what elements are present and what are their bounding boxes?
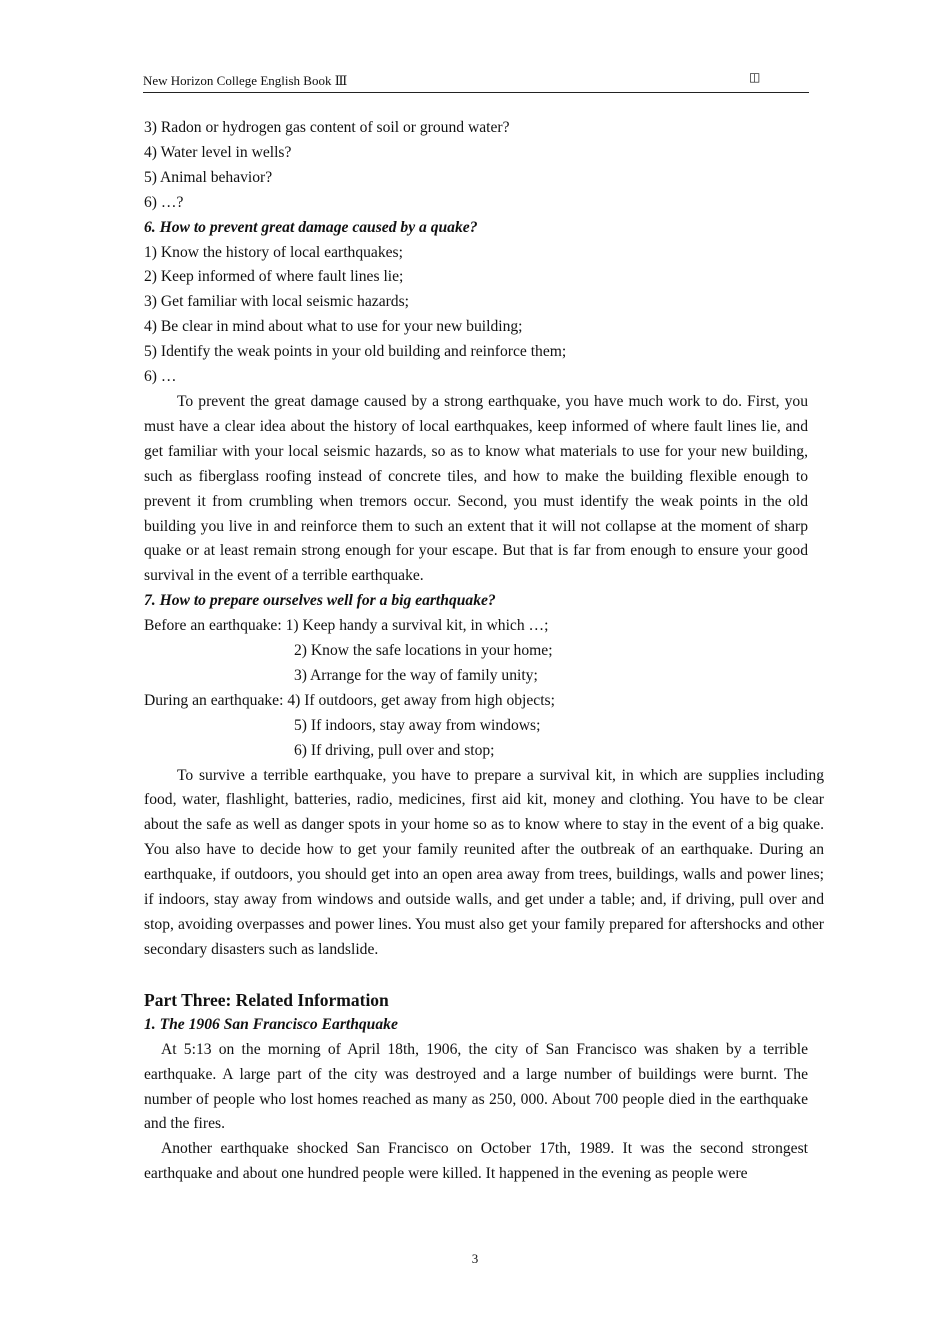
list-item: 5) If indoors, stay away from windows; (294, 716, 541, 734)
during-earthquake-line: During an earthquake: 4) If outdoors, get away from high objects; (144, 691, 555, 709)
list-item: 3) Radon or hydrogen gas content of soil or ground water? (144, 119, 510, 136)
list-item: 1) Know the history of local earthquakes; (144, 243, 403, 261)
before-earthquake-line: Before an earthquake: 1) Keep handy a survival kit, in which …; (144, 617, 549, 635)
list-item: 5) Identify the weak points in your old building and reinforce them; (144, 343, 567, 361)
paragraph-q7: To survive a terrible earthquake, you have to prepare a survival kit, in which are supplies including food, water, flashlight, batteries, radio, medicines, first aid kit, money and clothing. You have to be clear about the safe as well as danger spots in your home so as to know where to stay in the event of a big quake. You also have to decide how to get your family reunited after the outbreak of an earthquake. During an earthquake, if outdoors, you should get into an open area away from trees, buildings, walls and power lines; if indoors, stay away from windows and outside walls, and get under a table; and, if driving, pull over and stop, avoiding overpasses and power lines. You must also get your family prepared for aftershocks and other secondary disasters such as landslide. (144, 766, 824, 958)
page-number: 3 (471, 1251, 479, 1266)
section-heading-sf-1906: 1. The 1906 San Francisco Earthquake (144, 1015, 398, 1033)
header-mark-icon: ◫ (749, 70, 761, 84)
list-item: 4) Be clear in mind about what to use for your new building; (144, 318, 523, 336)
list-item: 3) Arrange for the way of family unity; (294, 666, 538, 684)
list-item: 6) …? (144, 193, 184, 211)
paragraph-sf-1989: Another earthquake shocked San Francisco on October 17th, 1989. It was the second strongest earthquake and about one hundred people were killed. It happened in the evening as people were (144, 1140, 808, 1183)
page-header (143, 70, 809, 93)
list-item: 2) Know the safe locations in your home; (294, 642, 553, 660)
section-heading-q7: 7. How to prepare ourselves well for a big earthquake? (144, 592, 496, 610)
list-item: 6) … (144, 368, 177, 386)
part-three-title: Part Three: Related Information (144, 989, 389, 1010)
paragraph-q6: To prevent the great damage caused by a strong earthquake, you have much work to do. First, you must have a clear idea about the history of local earthquakes, keep informed of where fault lines lie, and get familiar with your local seismic hazards, so as to know what materials to use for your new building, such as fiberglass roofing instead of concrete tiles, and how to make the building flexible enough to prevent it from crumbling when tremors occur. Second, you must identify the weak points in the old building you live in and reinforce them to such an extent that it will not collapse at the moment of sharp quake or at least remain strong enough for your escape. But that is far from enough to ensure your good survival in the event of a terrible earthquake. (144, 392, 808, 585)
list-item: 3) Get familiar with local seismic hazards; (144, 293, 410, 311)
page-content (144, 116, 824, 1187)
list-item: 6) If driving, pull over and stop; (294, 741, 495, 759)
list-item: 5) Animal behavior? (144, 168, 273, 186)
list-item: 2) Keep informed of where fault lines lie; (144, 268, 404, 286)
paragraph-sf-1906: At 5:13 on the morning of April 18th, 1906, the city of San Francisco was shaken by a terrible earthquake. A large part of the city was destroyed and a large number of buildings were burnt. The number of people who lost homes reached as many as 250, 000. About 700 people died in the earthquake and the fires. (144, 1040, 808, 1133)
book-title: New Horizon College English Book Ⅲ (143, 73, 348, 88)
section-heading-q6: 6. How to prevent great damage caused by a quake? (144, 218, 478, 236)
list-item: 4) Water level in wells? (144, 143, 292, 161)
